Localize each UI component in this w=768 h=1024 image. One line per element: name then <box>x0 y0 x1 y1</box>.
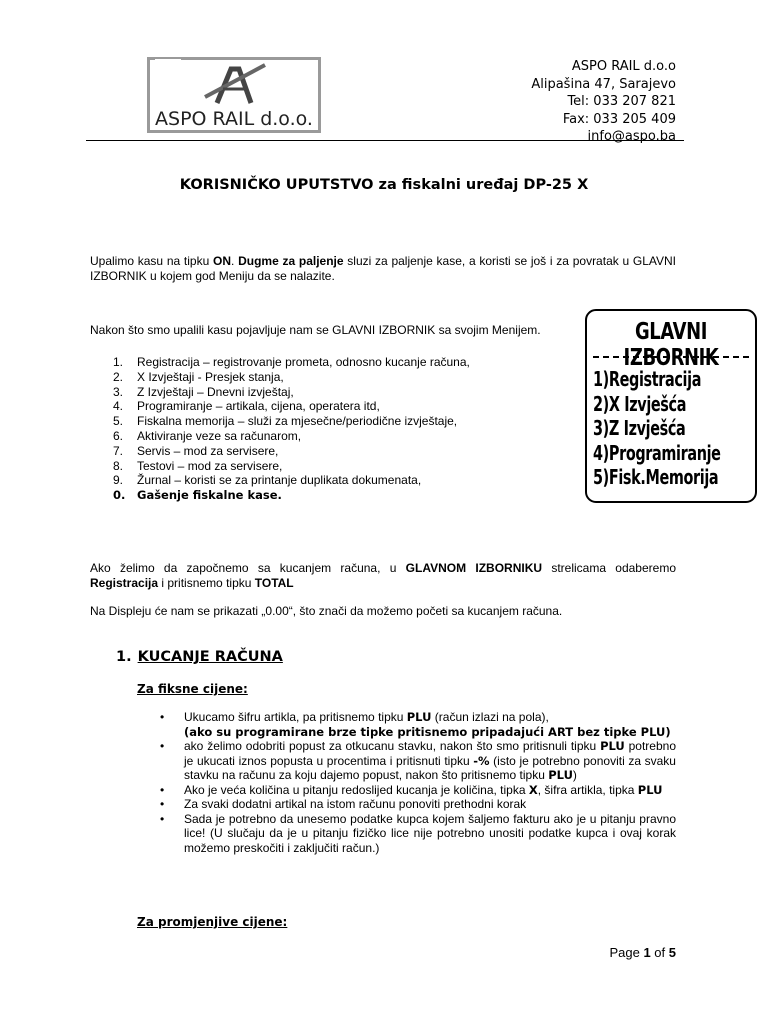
bullet-text: ) <box>572 768 577 782</box>
list-item <box>113 429 573 444</box>
list-item-text: Z Izvještaji – Dnevni izvještaj, <box>137 384 294 399</box>
bullet-bold: X <box>528 782 538 797</box>
bullet-icon: • <box>160 710 165 724</box>
list-item-number: 9. <box>113 473 124 488</box>
display-menu <box>593 367 768 490</box>
bullet-text: (račun izlazi na pola), <box>431 710 549 724</box>
list-item <box>113 488 573 503</box>
list-item-text: Testovi – mod za servisere, <box>137 458 283 473</box>
bullet-bold: PLU <box>548 768 573 782</box>
list-item-number: 5. <box>113 414 124 429</box>
logo-text: ASPO RAIL d.o.o. <box>155 108 313 130</box>
list-item-number: 3. <box>113 384 124 399</box>
list-item <box>160 739 676 783</box>
list-item <box>113 414 573 429</box>
header-divider <box>86 140 684 141</box>
registration-paragraph <box>90 561 676 591</box>
menu-intro-paragraph: Nakon što smo upalili kasu pojavljuje nam se GLAVNI IZBORNIK sa svojim Menijem. <box>90 323 541 337</box>
bullet-text: potrebno je ukucati iznos popusta u procentima i pritisnuti tipku <box>184 739 676 768</box>
bullet-icon: • <box>160 811 165 826</box>
list-item-number: 4. <box>113 399 124 414</box>
company-fax: Fax: 033 205 409 <box>562 111 676 127</box>
para3-bold-registration: Registracija <box>90 576 159 590</box>
para3-bold-total: TOTAL <box>254 576 294 590</box>
list-item-number: 6. <box>113 428 124 443</box>
display-menu-item: 1)Registracija <box>593 367 702 391</box>
section-number: 1. <box>116 649 132 665</box>
list-item <box>160 797 676 812</box>
list-item-text: Žurnal – koristi se za printanje duplikata dokumenata, <box>137 473 422 488</box>
list-item-number: 7. <box>113 443 124 458</box>
page-current: 1 <box>643 945 651 960</box>
bullet-text: ako želimo odobriti popust za otkucanu stavku, nakon što smo pritisnuli tipku <box>184 739 601 753</box>
intro-text-3: sluzi za paljenje kase, a koristi se još i za povratak u GLAVNI IZBORNIK u kojem god Meniju da se nalazite. <box>90 254 677 283</box>
bullet-bold: PLU <box>637 782 663 797</box>
list-item-text: X Izvještaji - Presjek stanja, <box>137 369 284 384</box>
list-item-text: Gašenje fiskalne kase. <box>137 488 282 503</box>
list-item-text: Servis – mod za servisere, <box>137 443 279 458</box>
list-item-number: 8. <box>113 458 124 473</box>
subheading-fixed-prices: Za fiksne cijene: <box>137 682 248 696</box>
para3-text-3: i pritisnemo tipku <box>158 576 255 590</box>
bullet-text: , šifra artikla, tipka <box>537 782 638 797</box>
list-item-text: Aktiviranje veze sa računarom, <box>137 428 302 443</box>
bullet-icon: • <box>160 739 165 753</box>
bullet-bold: -% <box>473 753 490 768</box>
bullet-bold: PLU <box>406 710 432 724</box>
list-item <box>113 399 573 414</box>
company-email: info@aspo.ba <box>587 129 676 144</box>
bullet-bold: (ako su programirane brze tipke pritisnemo pripadajući ART bez tipke PLU) <box>184 724 671 739</box>
list-item <box>160 710 676 739</box>
display-menu-item: 5)Fisk.Memorija <box>593 465 719 489</box>
logo-mark <box>147 57 321 133</box>
company-info <box>531 58 676 146</box>
intro-bold-power-button: Dugme za paljenje <box>238 254 344 268</box>
bullet-icon: • <box>160 797 165 811</box>
list-item <box>113 444 573 459</box>
display-menu-item: 3)Z Izvješća <box>593 416 686 440</box>
device-display-illustration <box>585 309 757 503</box>
display-header: GLAVNI IZBORNIK <box>623 319 719 371</box>
document-title: KORISNIČKO UPUTSTVO za fiskalni uređaj DP-25 X <box>179 177 589 193</box>
main-menu-list <box>113 355 573 503</box>
page-total: 5 <box>668 945 676 960</box>
list-item <box>113 370 573 385</box>
bullet-text: Za svaki dodatni artikal na istom računu ponoviti prethodni korak <box>184 797 527 811</box>
page-of-label: of <box>650 945 669 960</box>
company-logo <box>147 57 321 133</box>
list-item-number: 0. <box>113 488 126 503</box>
list-item-number: 2. <box>113 369 124 384</box>
instruction-list <box>160 710 676 855</box>
intro-bold-on: ON <box>213 254 231 268</box>
list-item <box>113 473 573 488</box>
page-label: Page <box>609 945 644 960</box>
bullet-text: (isto je potrebno ponoviti za svaku stavku na računu za koju dajemo popust, nakon što pritisnemo tipku <box>184 753 676 782</box>
para3-text-2: strelicama odaberemo <box>542 561 676 575</box>
list-item <box>113 355 573 370</box>
bullet-text: Ako je veća količina u pitanju redoslijed kucanja je količina, tipka <box>184 782 529 797</box>
section-title: KUCANJE RAČUNA <box>137 649 283 665</box>
list-item-number: 1. <box>113 355 124 369</box>
display-menu-item: 4)Programiranje <box>593 440 721 465</box>
para3-bold-main-menu: GLAVNOM IZBORNIKU <box>405 561 543 575</box>
company-phone: Tel: 033 207 821 <box>567 94 676 109</box>
display-menu-item: 2)X Izvješća <box>593 391 687 416</box>
list-item <box>160 812 676 856</box>
list-item <box>113 385 573 400</box>
intro-text-1: Upalimo kasu na tipku <box>90 254 213 268</box>
bullet-bold: PLU <box>600 739 625 753</box>
bullet-text: Ukucamo šifru artikla, pa pritisnemo tipku <box>184 710 407 724</box>
section-heading <box>116 649 283 665</box>
bullet-icon: • <box>160 782 165 797</box>
company-address: Alipašina 47, Sarajevo <box>531 76 676 92</box>
intro-paragraph <box>90 254 676 284</box>
company-name: ASPO RAIL d.o.o <box>571 59 676 74</box>
list-item-text: Programiranje – artikala, cijena, operatera itd, <box>137 399 380 414</box>
list-item <box>113 459 573 474</box>
list-item-text: Fiskalna memorija – služi za mjesečne/periodične izvještaje, <box>137 414 458 429</box>
bullet-text: Sada je potrebno da unesemo podatke kupca kojem šaljemo fakturu ako je u pitanju pravno lice! (U slučaju da je u pitanju fizičko lice nije potrebno unositi podatke kupca i ovaj korak možemo preskočiti i zaključiti račun.) <box>184 811 676 855</box>
display-paragraph: Na Displeju će nam se prikazati „0.00“, što znači da možemo početi sa kucanjem računa. <box>90 604 563 618</box>
intro-text-2: . <box>231 254 239 268</box>
display-divider <box>593 356 749 358</box>
subheading-variable-prices: Za promjenjive cijene: <box>137 915 288 929</box>
para3-text-1: Ako želimo da započnemo sa kucanjem računa, u <box>90 561 406 575</box>
list-item <box>160 783 676 798</box>
list-item-text: Registracija – registrovanje prometa, odnosno kucanje računa, <box>137 355 470 369</box>
page-number <box>609 945 676 960</box>
